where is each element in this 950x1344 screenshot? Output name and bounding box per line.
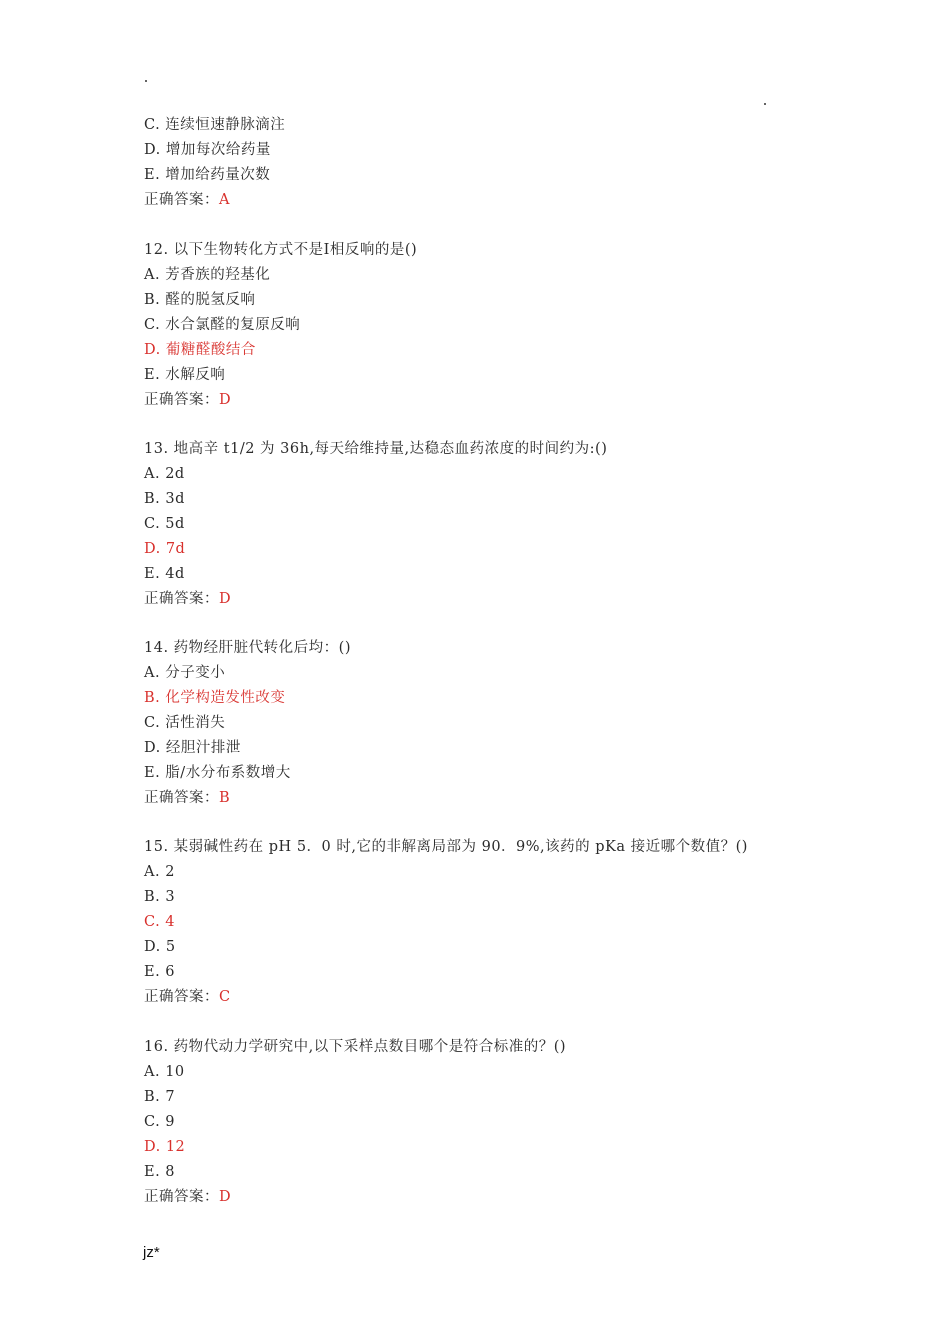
option: C. 9: [144, 1114, 176, 1130]
option: A. 芳香族的羟基化: [144, 267, 271, 283]
option: D. 增加每次给药量: [144, 142, 271, 158]
option: B. 3d: [144, 491, 185, 507]
option: E. 8: [144, 1164, 176, 1180]
question-text: 15. 某弱碱性药在 pH 5．0 时,它的非解离局部为 90．9%,该药的 pKa 接近哪个数值？(): [144, 839, 748, 855]
question-block: [144, 1035, 566, 1210]
footer-text: jz*: [143, 1244, 160, 1261]
correct-answer: [144, 188, 285, 213]
header-mark-right: [764, 103, 766, 105]
option-correct: D. 12: [144, 1139, 186, 1155]
option-correct: D. 葡糖醛酸结合: [144, 342, 256, 358]
option: E. 6: [144, 964, 176, 980]
header-mark-left: [145, 80, 147, 82]
option: D. 5: [144, 939, 176, 955]
option-correct: B. 化学构造发性改变: [144, 690, 286, 706]
correct-answer: [144, 1185, 566, 1210]
option: B. 7: [144, 1089, 176, 1105]
answer-label: 正确答案：: [144, 1189, 219, 1205]
correct-answer: [144, 587, 607, 612]
option: A. 分子变小: [144, 665, 226, 681]
option: B. 醛的脱氢反响: [144, 292, 256, 308]
answer-label: 正确答案：: [144, 392, 219, 408]
answer-label: 正确答案：: [144, 989, 219, 1005]
question-block: [144, 636, 351, 811]
question-block: [144, 113, 285, 213]
option: C. 活性消失: [144, 715, 226, 731]
option: E. 增加给药量次数: [144, 167, 271, 183]
option: E. 水解反响: [144, 367, 226, 383]
correct-answer: [144, 786, 351, 811]
answer-value: D: [219, 1189, 232, 1205]
question-text: 16. 药物代动力学研究中,以下采样点数目哪个是符合标准的？(): [144, 1039, 567, 1055]
question-block: [144, 835, 748, 1010]
question-text: 12. 以下生物转化方式不是Ⅰ相反响的是(): [144, 242, 418, 258]
option: C. 水合氯醛的复原反响: [144, 317, 301, 333]
correct-answer: [144, 985, 748, 1010]
question-block: [144, 437, 607, 612]
option: C. 连续恒速静脉滴注: [144, 117, 286, 133]
option: A. 10: [144, 1064, 185, 1080]
question-text: 13. 地高辛 t1/2 为 36h,每天给维持量,达稳态血药浓度的时间约为:(): [144, 441, 608, 457]
option: A. 2: [144, 864, 175, 880]
option: E. 脂/水分布系数增大: [144, 765, 291, 781]
option: B. 3: [144, 889, 176, 905]
option: A. 2d: [144, 466, 185, 482]
correct-answer: [144, 388, 417, 413]
answer-value: B: [219, 790, 231, 806]
answer-label: 正确答案：: [144, 192, 219, 208]
question-block: [144, 238, 417, 413]
option: D. 经胆汁排泄: [144, 740, 241, 756]
option: C. 5d: [144, 516, 185, 532]
option-correct: C. 4: [144, 914, 176, 930]
option-correct: D. 7d: [144, 541, 186, 557]
answer-label: 正确答案：: [144, 591, 219, 607]
answer-value: D: [219, 591, 232, 607]
answer-label: 正确答案：: [144, 790, 219, 806]
question-text: 14. 药物经肝脏代转化后均：(): [144, 640, 351, 656]
answer-value: A: [219, 192, 230, 208]
answer-value: C: [219, 989, 231, 1005]
option: E. 4d: [144, 566, 185, 582]
answer-value: D: [219, 392, 232, 408]
